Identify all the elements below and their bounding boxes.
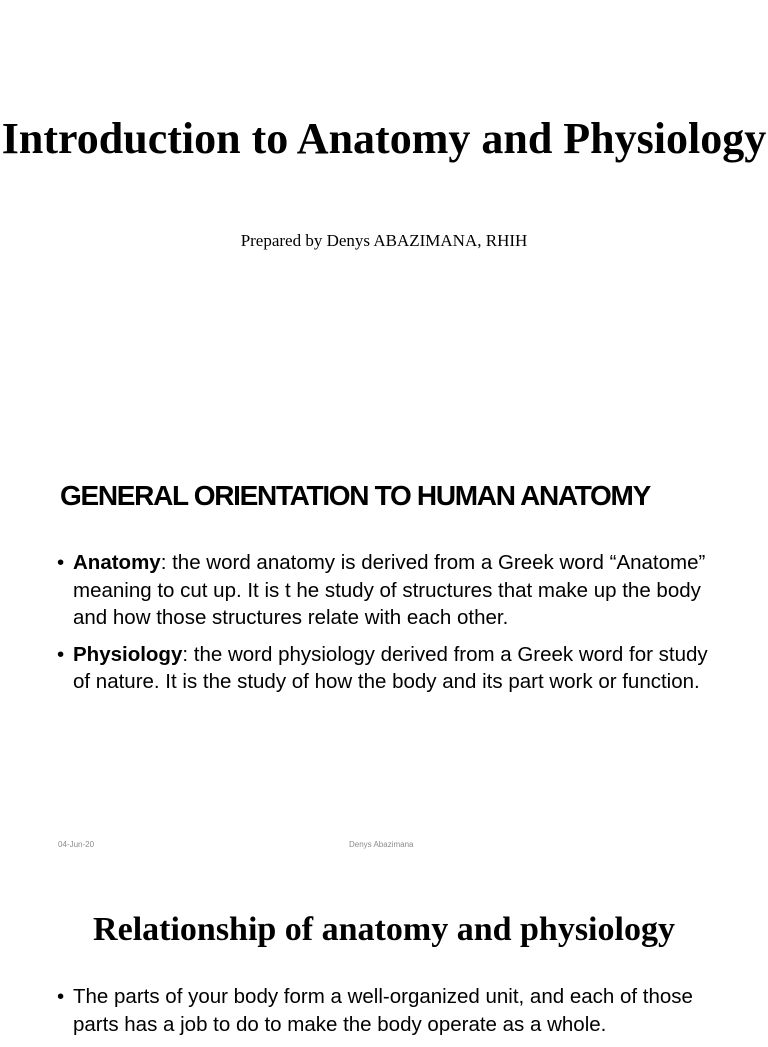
orientation-heading: GENERAL ORIENTATION TO HUMAN ANATOMY	[60, 480, 650, 511]
title-text: Introduction to Anatomy and Physiology	[1, 114, 767, 163]
list-item	[57, 549, 717, 632]
bullet-icon: •	[57, 985, 65, 1008]
footer-date: 04-Jun-20	[58, 840, 95, 849]
bullet-icon: •	[57, 642, 65, 666]
relationship-heading: Relationship of anatomy and physiology	[93, 911, 675, 948]
definition-anatomy: : the word anatomy is derived from a Greek word “Anatome” meaning to cut up. It is t he study of structures that make up the body and how those structures relate with each other.	[73, 551, 706, 629]
list-item	[57, 983, 717, 1038]
slide-orientation	[0, 432, 768, 864]
definition-list	[57, 549, 717, 705]
term-anatomy: Anatomy	[73, 551, 161, 574]
slide-title	[0, 0, 768, 432]
term-physiology: Physiology	[73, 642, 183, 666]
author-subtitle: Prepared by Denys ABAZIMANA, RHIH	[240, 231, 528, 250]
slide-relationship	[0, 864, 768, 1036]
relationship-list	[57, 983, 717, 1047]
slide-title-heading	[0, 112, 768, 165]
bullet-icon: •	[57, 551, 65, 574]
footer-author: Denys Abazimana	[349, 840, 414, 849]
list-item	[57, 641, 717, 696]
definition-physiology: : the word physiology derived from a Greek word for study of nature. It is the study of how the body and its part work or function.	[73, 642, 708, 693]
relationship-text: The parts of your body form a well-organized unit, and each of those parts has a job to do to make the body operate as a whole.	[73, 985, 693, 1036]
